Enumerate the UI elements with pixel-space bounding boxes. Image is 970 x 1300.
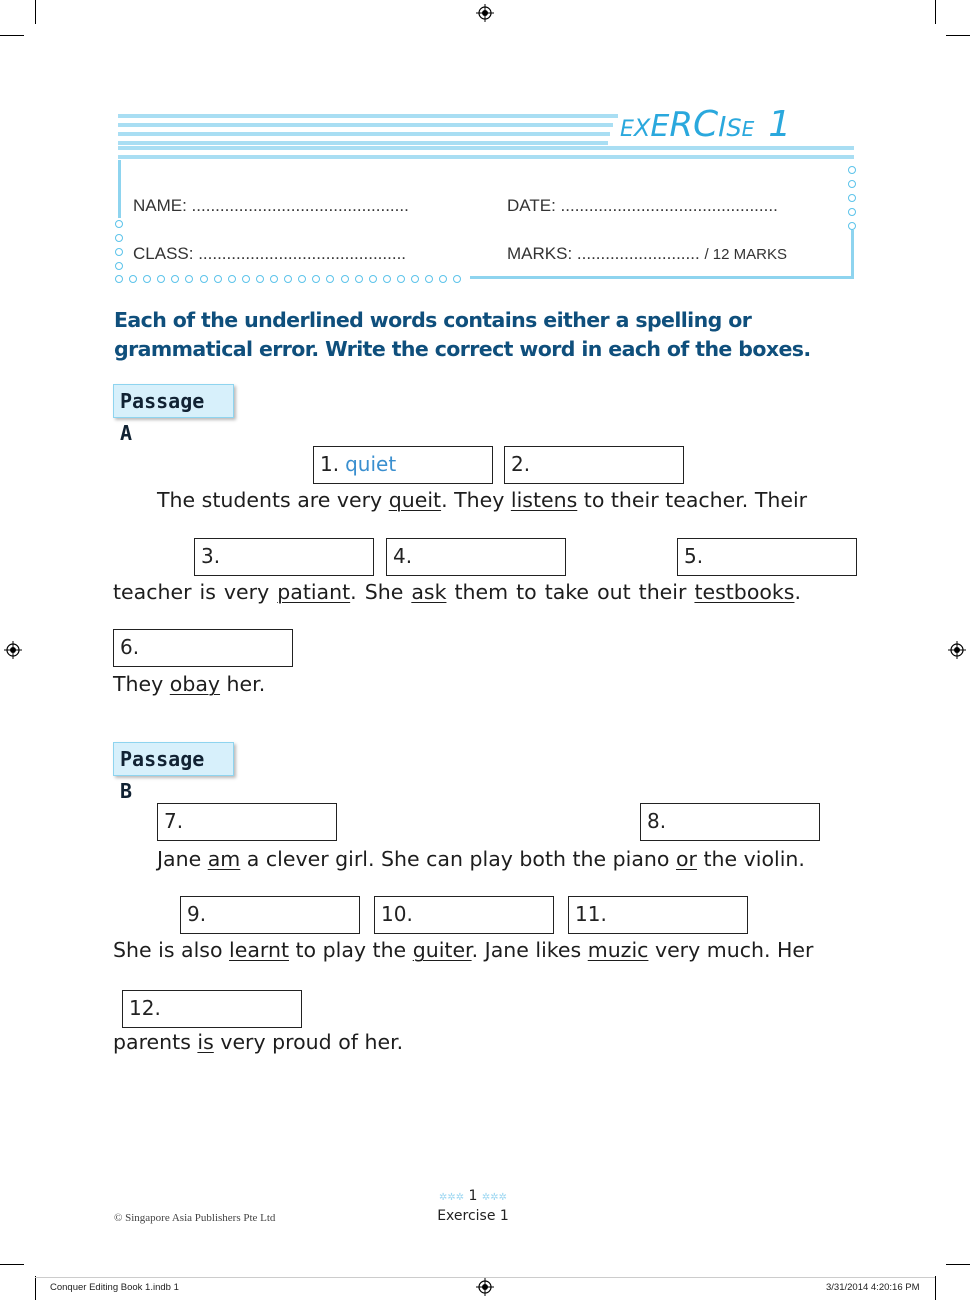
- box-number: 11.: [575, 902, 607, 926]
- crop-mark: [935, 1276, 936, 1300]
- text-segment: Jane: [157, 847, 208, 871]
- box-number: 6.: [120, 635, 140, 659]
- text-segment: her.: [220, 672, 266, 696]
- underlined-word: or: [676, 847, 697, 871]
- decorative-star-icon: ✲✲✲: [481, 1192, 508, 1203]
- underlined-word: listens: [510, 488, 578, 512]
- text-segment: They: [113, 672, 170, 696]
- title-letter: S: [726, 114, 742, 142]
- text-segment: very proud of her.: [213, 1030, 404, 1054]
- title-letter: I: [718, 110, 727, 143]
- crop-mark: [946, 1264, 970, 1265]
- text-segment: . Jane likes: [471, 938, 588, 962]
- dots-bottom: [115, 275, 461, 283]
- answer-box-4[interactable]: [386, 538, 566, 576]
- passage-a-label: Passage A: [113, 384, 234, 418]
- page-number-value: 1: [468, 1188, 478, 1204]
- marks-dots: MARKS: ..........................: [507, 244, 700, 263]
- decorative-dot-icon: [115, 234, 123, 242]
- box-number: 2.: [511, 452, 531, 476]
- header-frame: [118, 160, 121, 218]
- passage-b-line-1: [157, 847, 805, 871]
- decorative-dot-icon: [848, 180, 856, 188]
- crop-mark: [935, 0, 936, 24]
- underlined-word: ask: [411, 580, 447, 604]
- underlined-word: queit: [388, 488, 442, 512]
- title-letter: E: [650, 109, 670, 144]
- decorative-dot-icon: [848, 194, 856, 202]
- title-letter: E: [620, 117, 634, 142]
- page-label: Exercise 1: [437, 1208, 509, 1224]
- answer-box-3[interactable]: [194, 538, 374, 576]
- instruction: Each of the underlined words contains either a spelling or grammatical error. Write the correct word in each of the boxes.: [114, 308, 811, 361]
- box-number: 5.: [684, 544, 704, 568]
- box-number: 8.: [647, 809, 667, 833]
- text-segment: The students are very: [157, 488, 389, 512]
- text-segment: . They: [441, 488, 511, 512]
- underlined-word: is: [197, 1030, 214, 1054]
- text-segment: very much. Her: [648, 938, 814, 962]
- passage-a-line-1: [157, 488, 807, 512]
- answer-box-10[interactable]: [374, 896, 554, 934]
- registration-mark-icon: [476, 1278, 494, 1296]
- registration-mark-icon: [4, 641, 22, 659]
- marks-field[interactable]: [507, 244, 787, 264]
- text-segment: teacher is very: [113, 580, 278, 604]
- box-number: 3.: [201, 544, 221, 568]
- text-segment: them to take out their: [446, 580, 695, 604]
- passage-a-line-2: [113, 580, 801, 604]
- decorative-dot-icon: [848, 222, 856, 230]
- decorative-star-icon: ✲✲✲: [438, 1192, 465, 1203]
- box-number: 12.: [129, 996, 161, 1020]
- box-number: 4.: [393, 544, 413, 568]
- box-number: 1.: [320, 452, 340, 476]
- passage-b-line-3: [113, 1030, 403, 1054]
- decorative-dot-icon: [115, 220, 123, 228]
- answer-box-5[interactable]: [677, 538, 857, 576]
- answer-box-7[interactable]: [157, 803, 337, 841]
- date-field[interactable]: DATE: ..............................................: [507, 196, 778, 215]
- text-segment: to play the: [289, 938, 413, 962]
- copyright: © Singapore Asia Publishers Pte Ltd: [114, 1212, 276, 1224]
- passage-a-line-3: [113, 672, 265, 696]
- registration-mark-icon: [948, 641, 966, 659]
- exercise-title: [620, 104, 850, 148]
- text-segment: . She: [350, 580, 412, 604]
- class-field[interactable]: CLASS: ............................................: [133, 244, 407, 263]
- answer-box-2[interactable]: [504, 446, 684, 484]
- decorative-dot-icon: [848, 208, 856, 216]
- underlined-word: patiant: [277, 580, 351, 604]
- header-frame: [851, 230, 854, 278]
- exercise-number: 1: [768, 104, 792, 145]
- title-letter: R: [669, 105, 693, 145]
- text-segment: parents: [113, 1030, 198, 1054]
- marks-total: / 12 MARKS: [704, 246, 787, 263]
- crop-mark: [0, 35, 24, 36]
- crop-mark: [0, 1264, 24, 1265]
- underlined-word: muzic: [587, 938, 649, 962]
- crop-mark: [35, 1276, 36, 1300]
- page-number: [420, 1188, 526, 1204]
- underlined-word: guiter: [412, 938, 472, 962]
- registration-mark-icon: [476, 4, 494, 22]
- box-number: 10.: [381, 902, 413, 926]
- title-letter: C: [692, 104, 719, 145]
- answer-text: quiet: [345, 452, 397, 476]
- text-segment: the violin.: [696, 847, 805, 871]
- answer-box-9[interactable]: [180, 896, 360, 934]
- underlined-word: obay: [169, 672, 221, 696]
- answer-box-8[interactable]: [640, 803, 820, 841]
- underlined-word: am: [207, 847, 241, 871]
- slug-left: Conquer Editing Book 1.indb 1: [50, 1282, 179, 1293]
- passage-b-line-2: [113, 938, 813, 962]
- decorative-dot-icon: [848, 166, 856, 174]
- name-field[interactable]: NAME: ..............................................: [133, 196, 409, 215]
- box-number: 9.: [187, 902, 207, 926]
- answer-box-12[interactable]: [122, 990, 302, 1028]
- passage-b-label: Passage B: [113, 742, 234, 776]
- title-letter: E: [741, 117, 755, 141]
- header-frame: [470, 276, 854, 279]
- title-letter: X: [633, 114, 651, 142]
- crop-mark: [35, 0, 36, 24]
- slug-right: 3/31/2014 4:20:16 PM: [826, 1282, 920, 1293]
- crop-mark: [946, 35, 970, 36]
- underlined-word: learnt: [229, 938, 289, 962]
- decorative-dot-icon: [115, 262, 123, 270]
- text-segment: She is also: [113, 938, 230, 962]
- text-segment: a clever girl. She can play both the piano: [240, 847, 676, 871]
- underlined-word: testbooks: [694, 580, 795, 604]
- box-number: 7.: [164, 809, 184, 833]
- decorative-dot-icon: [115, 248, 123, 256]
- answer-box-6[interactable]: [113, 629, 293, 667]
- answer-box-1[interactable]: [313, 446, 493, 484]
- text-segment: .: [794, 580, 801, 604]
- answer-box-11[interactable]: [568, 896, 748, 934]
- text-segment: to their teacher. Their: [577, 488, 808, 512]
